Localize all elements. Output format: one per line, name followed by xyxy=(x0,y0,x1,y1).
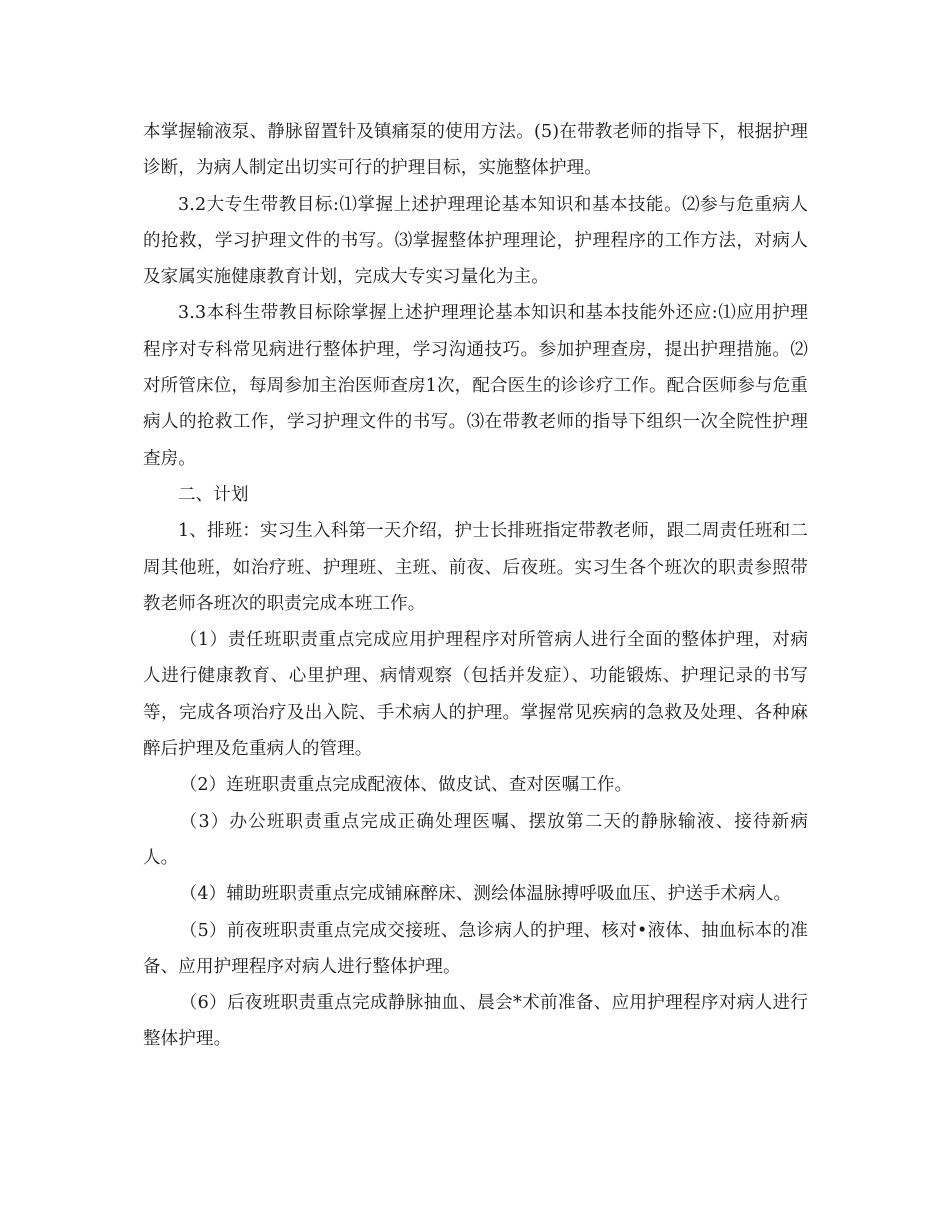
paragraph-junior-college-goals: 3.2大专生带教目标:⑴掌握上述护理理论基本知识和基本技能。⑵参与危重病人的抢救，学习护理文件的书写。⑶掌握整体护理理论，护理程序的工作方法，对病人及家属实施健康教育计划，完成大专实习量化为主。 xyxy=(143,194,808,288)
section-heading-plan: 二、计划 xyxy=(178,484,249,505)
paragraph-continuation: 本掌握输液泵、静脉留置针及镇痛泵的使用方法。(5)在带教老师的指导下，根据护理诊断，为病人制定出切实可行的护理目标，实施整体护理。 xyxy=(143,122,808,179)
paragraph-duty-office: （3）办公班职责重点完成正确处理医嘱、摆放第二天的静脉输液、接待新病人。 xyxy=(143,811,808,868)
paragraph-scheduling: 1、排班：实习生入科第一天介绍，护士长排班指定带教老师，跟二周责任班和二周其他班，如治疗班、护理班、主班、前夜、后夜班。实习生各个班次的职责参照带教老师各班次的职责完成本班工作。 xyxy=(143,521,808,614)
paragraph-duty-evening: （5）前夜班职责重点完成交接班、急诊病人的护理、核对•液体、抽血标本的准备、应用护理程序对病人进行整体护理。 xyxy=(143,920,808,977)
paragraph-duty-auxiliary: （4）辅助班职责重点完成铺麻醉床、测绘体温脉搏呼吸血压、护送手术病人。 xyxy=(179,884,792,905)
document-body xyxy=(143,114,808,1058)
paragraph-duty-continuous: （2）连班职责重点完成配液体、做皮试、查对医嘱工作。 xyxy=(179,775,633,796)
paragraph-undergraduate-goals: 3.3本科生带教目标除掌握上述护理理论基本知识和基本技能外还应:⑴应用护理程序对专科常见病进行整体护理，学习沟通技巧。参加护理查房，提出护理措施。⑵对所管床位，每周参加主治医师查房1次，配合医生的诊诊疗工作。配合医师参与危重病人的抢救工作，学习护理文件的书写。⑶在带教老师的指导下组织一次全院性护理查房。 xyxy=(143,303,808,469)
paragraph-duty-primary: （1）责任班职责重点完成应用护理程序对所管病人进行全面的整体护理，对病人进行健康教育、心里护理、病情观察（包括并发症）、功能锻炼、护理记录的书写等，完成各项治疗及出入院、手术病人的护理。掌握常见疾病的急救及处理、各种麻醉后护理及危重病人的管理。 xyxy=(143,630,808,760)
paragraph-duty-night: （6）后夜班职责重点完成静脉抽血、晨会*术前准备、应用护理程序对病人进行整体护理。 xyxy=(143,993,808,1050)
